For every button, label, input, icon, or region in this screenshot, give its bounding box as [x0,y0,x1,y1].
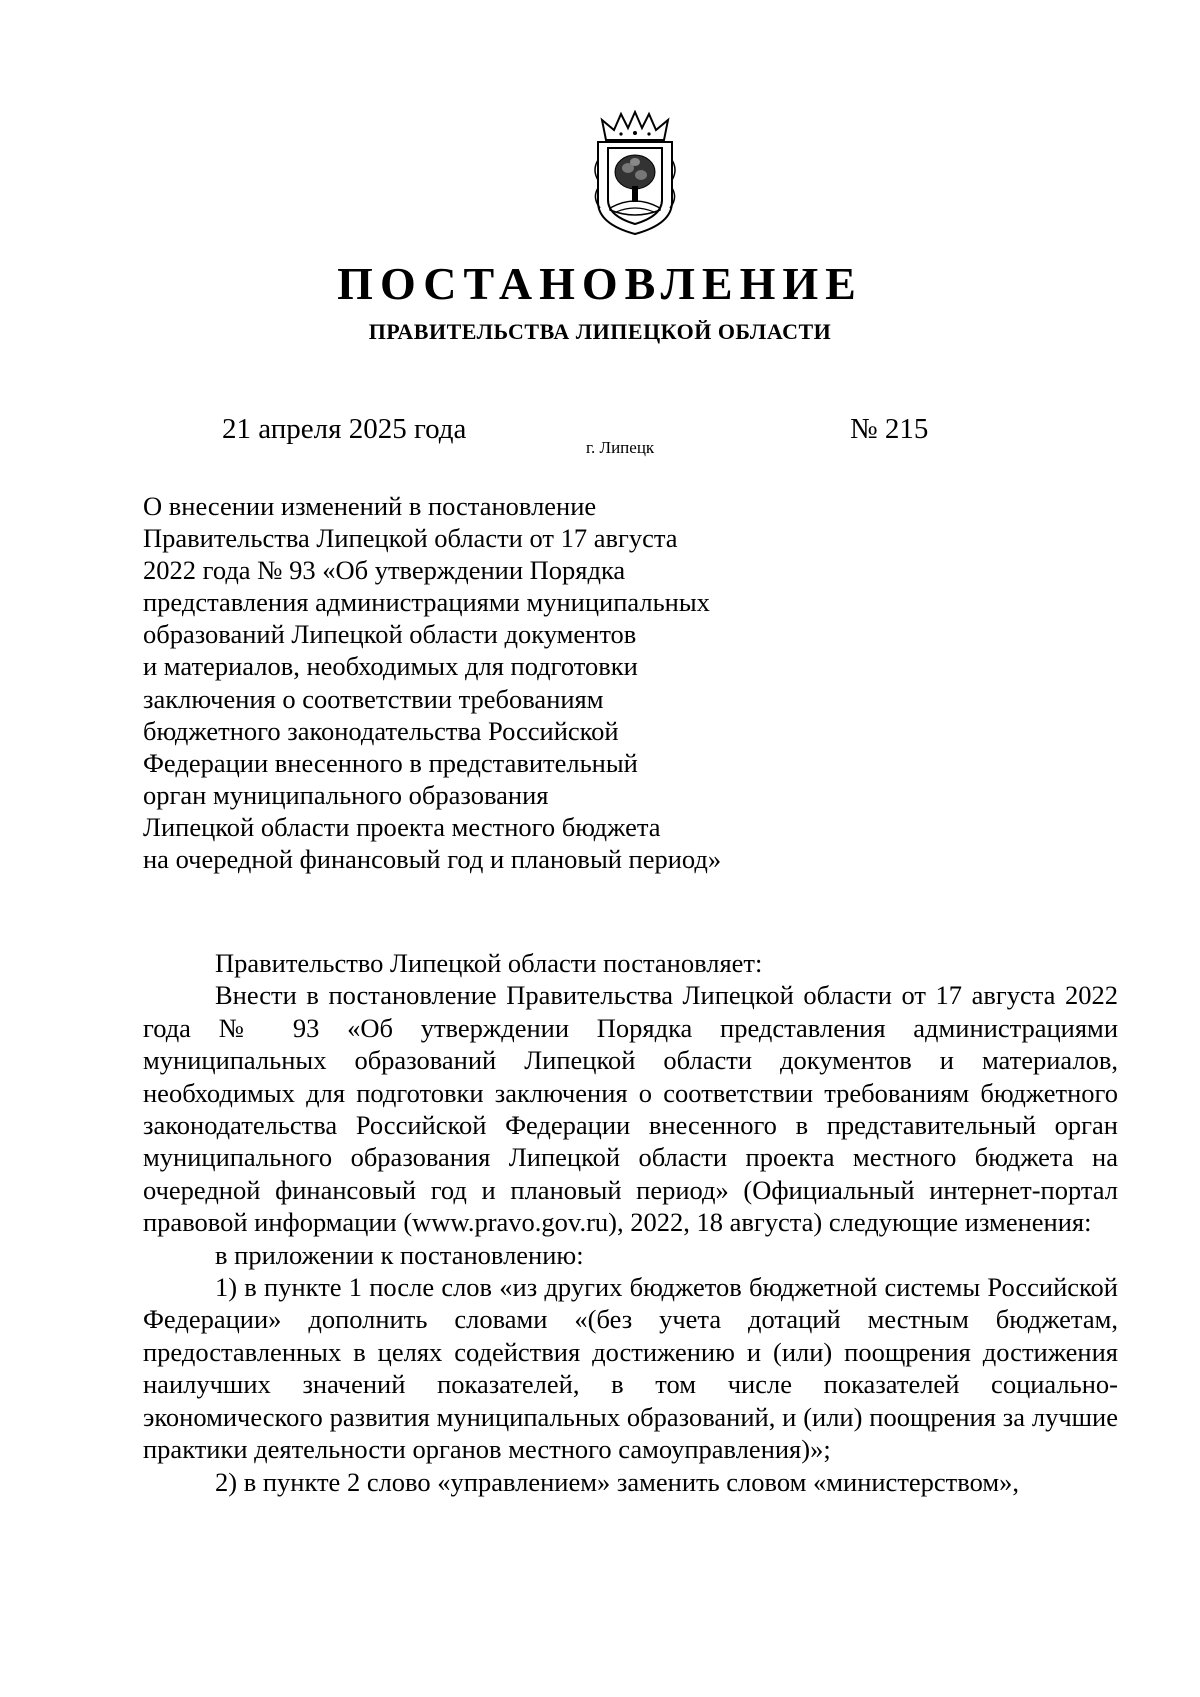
subject-line: на очередной финансовый год и плановый период» [143,844,722,875]
document-city: г. Липецк [586,438,655,457]
subject-line: и материалов, необходимых для подготовки [143,651,638,682]
subject-line: бюджетного законодательства Российской [143,715,619,746]
item-2-paragraph: 2) в пункте 2 слово «управлением» заменить словом «министерством», [215,1466,1019,1497]
document-subject [143,490,803,875]
document-title: ПОСТАНОВЛЕНИЕ [337,258,863,309]
subject-line: 2022 года № 93 «Об утверждении Порядка [143,555,626,586]
issuer-name: ПРАВИТЕЛЬСТВА ЛИПЕЦКОЙ ОБЛАСТИ [368,319,832,344]
coat-of-arms-icon [588,110,682,238]
document-body [143,947,1118,1498]
preamble-paragraph: Правительство Липецкой области постановляет: [215,948,763,978]
item-1-paragraph: 1) в пункте 1 после слов «из других бюджетов бюджетной системы Российской Федерации» дополнить словами «(без учета дотаций местным бюджетам, предоставленных в целях содействия достижению и (или) поощрения достижения наилучших значений показателей, в том числе показателей социально-экономического развития муниципальных образований, и (или) поощрения за лучшие практики деятельности органов местного самоуправления)»; [143,1272,1118,1465]
subject-line: представления администрациями муниципальных [143,587,710,618]
document-date: 21 апреля 2025 года [222,413,467,445]
document-number: № 215 [850,413,929,445]
subject-line: О внесении изменений в постановление [143,491,597,521]
main-paragraph: Внести в постановление Правительства Липецкой области от 17 августа 2022 года № 93 «Об утверждении Порядка представления администрациями муниципальных образований Липецкой области документов и материалов, необходимых для подготовки заключения о соответствии требованиям бюджетного законодательства Российской Федерации внесенного в представительный орган муниципального образования Липецкой области проекта местного бюджета на очередной финансовый год и плановый период» (Официальный интернет-портал правовой информации (www.pravo.gov.ru), 2022, 18 августа) следующие изменения: [143,980,1118,1238]
subject-line: Правительства Липецкой области от 17 августа [143,523,678,554]
appendix-paragraph: в приложении к постановлению: [215,1239,584,1270]
subject-line: Федерации внесенного в представительный [143,747,638,778]
subject-line: Липецкой области проекта местного бюджета [143,811,661,842]
subject-line: заключения о соответствии требованиям [143,683,604,714]
subject-line: орган муниципального образования [143,779,549,810]
subject-line: образований Липецкой области документов [143,619,637,650]
